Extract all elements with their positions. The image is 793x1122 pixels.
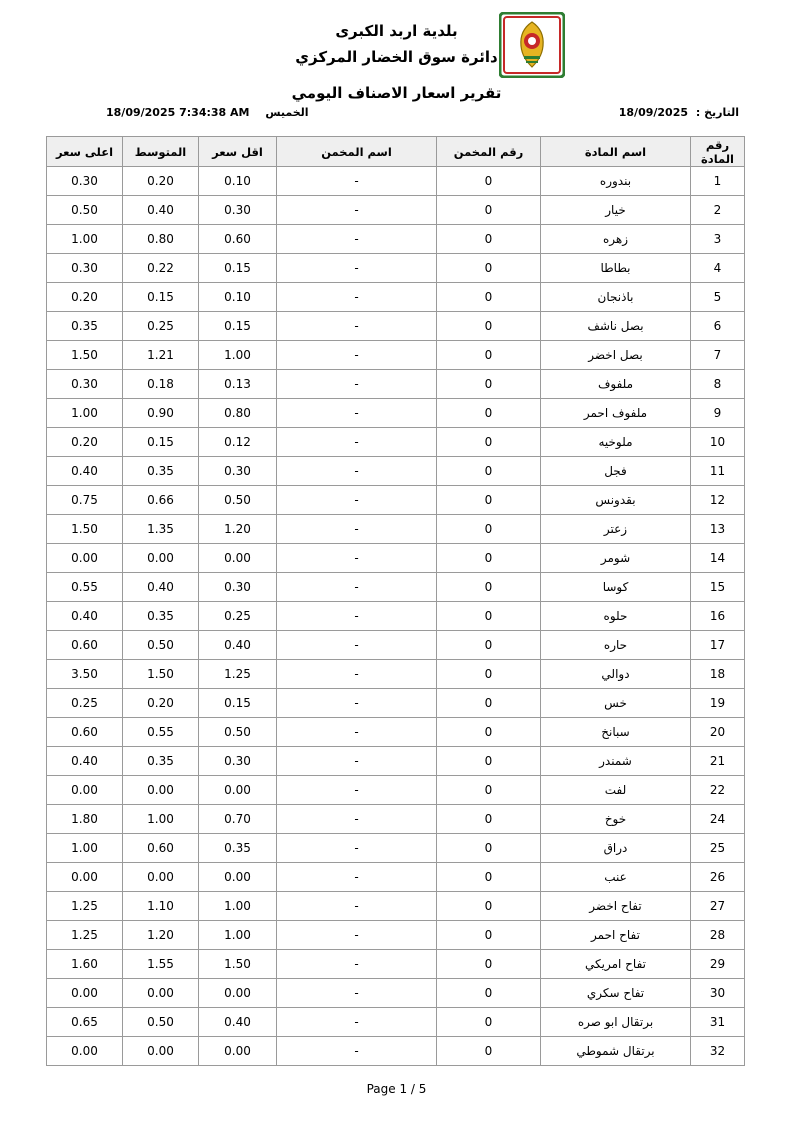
cell-assessor-number: 0 xyxy=(437,631,541,660)
cell-max-price: 0.30 xyxy=(47,167,123,196)
cell-avg-price: 0.40 xyxy=(123,573,199,602)
cell-item-name: حلوه xyxy=(541,602,691,631)
cell-assessor-name: - xyxy=(277,631,437,660)
document-header xyxy=(48,10,745,102)
cell-assessor-name: - xyxy=(277,341,437,370)
cell-assessor-number: 0 xyxy=(437,921,541,950)
cell-assessor-name: - xyxy=(277,602,437,631)
cell-item-name: خس xyxy=(541,689,691,718)
department-name: دائرة سوق الخضار المركزي xyxy=(295,48,498,66)
cell-item-number: 15 xyxy=(691,573,745,602)
cell-assessor-name: - xyxy=(277,950,437,979)
cell-avg-price: 1.55 xyxy=(123,950,199,979)
cell-item-number: 6 xyxy=(691,312,745,341)
cell-item-name: خيار xyxy=(541,196,691,225)
cell-avg-price: 0.18 xyxy=(123,370,199,399)
cell-assessor-number: 0 xyxy=(437,863,541,892)
cell-assessor-number: 0 xyxy=(437,341,541,370)
table-row xyxy=(47,312,745,341)
cell-avg-price: 0.00 xyxy=(123,863,199,892)
cell-max-price: 1.00 xyxy=(47,225,123,254)
cell-assessor-name: - xyxy=(277,747,437,776)
cell-avg-price: 0.35 xyxy=(123,602,199,631)
table-row xyxy=(47,370,745,399)
cell-avg-price: 1.20 xyxy=(123,921,199,950)
table-row xyxy=(47,718,745,747)
table-row xyxy=(47,689,745,718)
table-row xyxy=(47,805,745,834)
cell-min-price: 0.00 xyxy=(199,544,277,573)
cell-item-number: 26 xyxy=(691,863,745,892)
cell-min-price: 0.40 xyxy=(199,1008,277,1037)
cell-item-name: فجل xyxy=(541,457,691,486)
cell-max-price: 0.00 xyxy=(47,1037,123,1066)
cell-max-price: 1.50 xyxy=(47,515,123,544)
cell-item-number: 22 xyxy=(691,776,745,805)
cell-item-number: 4 xyxy=(691,254,745,283)
cell-item-name: برتقال شموطي xyxy=(541,1037,691,1066)
cell-min-price: 1.20 xyxy=(199,515,277,544)
cell-max-price: 0.20 xyxy=(47,428,123,457)
cell-min-price: 0.30 xyxy=(199,457,277,486)
cell-min-price: 0.13 xyxy=(199,370,277,399)
cell-item-number: 16 xyxy=(691,602,745,631)
cell-item-number: 7 xyxy=(691,341,745,370)
cell-avg-price: 0.55 xyxy=(123,718,199,747)
cell-min-price: 0.30 xyxy=(199,747,277,776)
cell-item-name: بقدونس xyxy=(541,486,691,515)
cell-assessor-number: 0 xyxy=(437,225,541,254)
cell-assessor-name: - xyxy=(277,399,437,428)
cell-assessor-number: 0 xyxy=(437,544,541,573)
cell-assessor-name: - xyxy=(277,283,437,312)
cell-item-name: برتقال ابو صره xyxy=(541,1008,691,1037)
cell-item-number: 13 xyxy=(691,515,745,544)
cell-item-number: 20 xyxy=(691,718,745,747)
cell-max-price: 0.55 xyxy=(47,573,123,602)
cell-item-name: زعتر xyxy=(541,515,691,544)
cell-item-number: 30 xyxy=(691,979,745,1008)
cell-item-name: سبانخ xyxy=(541,718,691,747)
cell-min-price: 1.50 xyxy=(199,950,277,979)
cell-assessor-number: 0 xyxy=(437,1037,541,1066)
cell-item-name: تفاح سكري xyxy=(541,979,691,1008)
cell-min-price: 0.10 xyxy=(199,167,277,196)
cell-assessor-name: - xyxy=(277,892,437,921)
cell-item-number: 29 xyxy=(691,950,745,979)
cell-assessor-name: - xyxy=(277,254,437,283)
table-row xyxy=(47,341,745,370)
cell-assessor-name: - xyxy=(277,1008,437,1037)
cell-item-name: تفاح امريكي xyxy=(541,950,691,979)
date-label: التاريخ : xyxy=(695,106,739,119)
cell-min-price: 1.00 xyxy=(199,892,277,921)
cell-item-name: كوسا xyxy=(541,573,691,602)
cell-item-number: 25 xyxy=(691,834,745,863)
cell-assessor-name: - xyxy=(277,544,437,573)
table-row xyxy=(47,892,745,921)
cell-avg-price: 0.50 xyxy=(123,1008,199,1037)
cell-max-price: 0.40 xyxy=(47,457,123,486)
cell-assessor-name: - xyxy=(277,718,437,747)
cell-min-price: 0.12 xyxy=(199,428,277,457)
table-row xyxy=(47,573,745,602)
cell-avg-price: 0.90 xyxy=(123,399,199,428)
cell-assessor-number: 0 xyxy=(437,254,541,283)
cell-item-name: دراق xyxy=(541,834,691,863)
table-row xyxy=(47,776,745,805)
cell-item-name: تفاح احمر xyxy=(541,921,691,950)
cell-assessor-name: - xyxy=(277,370,437,399)
cell-max-price: 0.00 xyxy=(47,979,123,1008)
table-row xyxy=(47,950,745,979)
cell-item-number: 24 xyxy=(691,805,745,834)
cell-avg-price: 0.00 xyxy=(123,979,199,1008)
cell-item-number: 11 xyxy=(691,457,745,486)
cell-max-price: 0.30 xyxy=(47,370,123,399)
cell-item-number: 17 xyxy=(691,631,745,660)
table-row xyxy=(47,428,745,457)
cell-avg-price: 0.35 xyxy=(123,747,199,776)
cell-avg-price: 0.20 xyxy=(123,167,199,196)
cell-min-price: 0.00 xyxy=(199,863,277,892)
table-row xyxy=(47,660,745,689)
cell-avg-price: 0.25 xyxy=(123,312,199,341)
cell-min-price: 0.00 xyxy=(199,979,277,1008)
cell-max-price: 1.50 xyxy=(47,341,123,370)
weekday-label: الخميس xyxy=(265,106,309,119)
cell-item-number: 14 xyxy=(691,544,745,573)
cell-item-name: ملوخيه xyxy=(541,428,691,457)
cell-assessor-name: - xyxy=(277,428,437,457)
cell-min-price: 0.35 xyxy=(199,834,277,863)
cell-assessor-number: 0 xyxy=(437,660,541,689)
cell-max-price: 3.50 xyxy=(47,660,123,689)
cell-min-price: 1.00 xyxy=(199,341,277,370)
cell-min-price: 1.25 xyxy=(199,660,277,689)
cell-assessor-number: 0 xyxy=(437,486,541,515)
cell-item-number: 32 xyxy=(691,1037,745,1066)
cell-item-number: 28 xyxy=(691,921,745,950)
table-row xyxy=(47,486,745,515)
col-min-price: اقل سعر xyxy=(199,137,277,167)
cell-min-price: 0.00 xyxy=(199,776,277,805)
table-row xyxy=(47,196,745,225)
cell-assessor-name: - xyxy=(277,776,437,805)
table-row xyxy=(47,283,745,312)
cell-avg-price: 1.00 xyxy=(123,805,199,834)
cell-assessor-number: 0 xyxy=(437,718,541,747)
cell-item-number: 19 xyxy=(691,689,745,718)
table-row xyxy=(47,457,745,486)
cell-assessor-number: 0 xyxy=(437,602,541,631)
cell-item-name: ملفوف xyxy=(541,370,691,399)
cell-min-price: 0.15 xyxy=(199,689,277,718)
cell-assessor-name: - xyxy=(277,486,437,515)
cell-max-price: 0.25 xyxy=(47,689,123,718)
cell-min-price: 1.00 xyxy=(199,921,277,950)
cell-max-price: 0.65 xyxy=(47,1008,123,1037)
cell-item-name: عنب xyxy=(541,863,691,892)
cell-assessor-number: 0 xyxy=(437,892,541,921)
cell-assessor-name: - xyxy=(277,312,437,341)
cell-max-price: 1.60 xyxy=(47,950,123,979)
cell-max-price: 1.25 xyxy=(47,921,123,950)
cell-min-price: 0.00 xyxy=(199,1037,277,1066)
cell-assessor-name: - xyxy=(277,805,437,834)
print-time: 7:34:38 AM xyxy=(179,106,250,119)
table-body xyxy=(47,167,745,1066)
cell-assessor-number: 0 xyxy=(437,689,541,718)
cell-assessor-number: 0 xyxy=(437,834,541,863)
cell-max-price: 0.75 xyxy=(47,486,123,515)
cell-assessor-number: 0 xyxy=(437,573,541,602)
cell-item-number: 18 xyxy=(691,660,745,689)
cell-max-price: 1.80 xyxy=(47,805,123,834)
cell-avg-price: 0.15 xyxy=(123,283,199,312)
cell-min-price: 0.60 xyxy=(199,225,277,254)
report-date-block xyxy=(619,106,739,119)
cell-assessor-number: 0 xyxy=(437,805,541,834)
table-row xyxy=(47,399,745,428)
cell-max-price: 0.40 xyxy=(47,602,123,631)
cell-avg-price: 0.60 xyxy=(123,834,199,863)
table-row xyxy=(47,979,745,1008)
cell-item-number: 31 xyxy=(691,1008,745,1037)
cell-assessor-name: - xyxy=(277,979,437,1008)
table-row xyxy=(47,921,745,950)
municipality-emblem-icon xyxy=(499,12,565,78)
cell-max-price: 1.00 xyxy=(47,399,123,428)
organization-name: بلدية اربد الكبرى xyxy=(335,22,458,40)
cell-max-price: 0.20 xyxy=(47,283,123,312)
cell-assessor-number: 0 xyxy=(437,399,541,428)
table-row xyxy=(47,602,745,631)
cell-max-price: 1.00 xyxy=(47,834,123,863)
cell-item-number: 3 xyxy=(691,225,745,254)
cell-avg-price: 1.35 xyxy=(123,515,199,544)
cell-item-name: بطاطا xyxy=(541,254,691,283)
cell-min-price: 0.70 xyxy=(199,805,277,834)
cell-item-name: بصل ناشف xyxy=(541,312,691,341)
print-date: 18/09/2025 xyxy=(106,106,176,119)
cell-min-price: 0.80 xyxy=(199,399,277,428)
col-max-price: اعلى سعر xyxy=(47,137,123,167)
cell-assessor-name: - xyxy=(277,1037,437,1066)
col-assessor-number: رقم المخمن xyxy=(437,137,541,167)
cell-item-number: 27 xyxy=(691,892,745,921)
cell-max-price: 0.30 xyxy=(47,254,123,283)
table-row xyxy=(47,631,745,660)
cell-max-price: 0.00 xyxy=(47,863,123,892)
cell-assessor-name: - xyxy=(277,660,437,689)
table-row xyxy=(47,254,745,283)
date-value: 18/09/2025 xyxy=(618,106,689,119)
table-row xyxy=(47,834,745,863)
prices-table xyxy=(46,136,745,1066)
cell-min-price: 0.40 xyxy=(199,631,277,660)
cell-min-price: 0.50 xyxy=(199,718,277,747)
cell-assessor-number: 0 xyxy=(437,1008,541,1037)
cell-avg-price: 0.15 xyxy=(123,428,199,457)
table-row xyxy=(47,1037,745,1066)
cell-item-number: 5 xyxy=(691,283,745,312)
cell-avg-price: 0.22 xyxy=(123,254,199,283)
cell-assessor-name: - xyxy=(277,689,437,718)
table-row xyxy=(47,1008,745,1037)
cell-max-price: 0.50 xyxy=(47,196,123,225)
cell-item-name: شومر xyxy=(541,544,691,573)
cell-min-price: 0.15 xyxy=(199,312,277,341)
cell-min-price: 0.30 xyxy=(199,196,277,225)
cell-item-name: بصل اخضر xyxy=(541,341,691,370)
cell-max-price: 0.40 xyxy=(47,747,123,776)
cell-item-number: 8 xyxy=(691,370,745,399)
cell-assessor-name: - xyxy=(277,573,437,602)
cell-item-number: 12 xyxy=(691,486,745,515)
cell-assessor-number: 0 xyxy=(437,312,541,341)
cell-assessor-number: 0 xyxy=(437,370,541,399)
cell-assessor-name: - xyxy=(277,457,437,486)
cell-max-price: 0.00 xyxy=(47,544,123,573)
cell-assessor-number: 0 xyxy=(437,776,541,805)
cell-max-price: 1.25 xyxy=(47,892,123,921)
cell-avg-price: 1.21 xyxy=(123,341,199,370)
cell-item-name: بندوره xyxy=(541,167,691,196)
cell-item-name: زهره xyxy=(541,225,691,254)
cell-avg-price: 0.20 xyxy=(123,689,199,718)
cell-assessor-number: 0 xyxy=(437,950,541,979)
cell-assessor-name: - xyxy=(277,167,437,196)
cell-min-price: 0.15 xyxy=(199,254,277,283)
page-title: تقرير اسعار الاصناف اليومي xyxy=(291,84,502,102)
page-footer: Page 1 / 5 xyxy=(366,1082,427,1096)
table-header-row xyxy=(47,137,745,167)
col-item-number: رقم المادة xyxy=(691,137,745,167)
print-stamp-block xyxy=(106,106,309,119)
cell-item-name: تفاح اخضر xyxy=(541,892,691,921)
cell-avg-price: 0.00 xyxy=(123,544,199,573)
table-row xyxy=(47,747,745,776)
cell-item-number: 2 xyxy=(691,196,745,225)
cell-avg-price: 1.10 xyxy=(123,892,199,921)
meta-row xyxy=(48,100,745,130)
cell-avg-price: 0.00 xyxy=(123,776,199,805)
cell-min-price: 0.50 xyxy=(199,486,277,515)
cell-avg-price: 0.00 xyxy=(123,1037,199,1066)
cell-max-price: 0.60 xyxy=(47,631,123,660)
cell-item-name: لفت xyxy=(541,776,691,805)
col-assessor-name: اسم المخمن xyxy=(277,137,437,167)
cell-item-number: 1 xyxy=(691,167,745,196)
table-row xyxy=(47,863,745,892)
cell-assessor-name: - xyxy=(277,834,437,863)
cell-avg-price: 0.40 xyxy=(123,196,199,225)
cell-assessor-name: - xyxy=(277,225,437,254)
table-row xyxy=(47,167,745,196)
table-row xyxy=(47,544,745,573)
cell-assessor-number: 0 xyxy=(437,167,541,196)
cell-assessor-number: 0 xyxy=(437,747,541,776)
col-avg-price: المتوسط xyxy=(123,137,199,167)
cell-max-price: 0.60 xyxy=(47,718,123,747)
col-item-name: اسم المادة xyxy=(541,137,691,167)
cell-avg-price: 0.50 xyxy=(123,631,199,660)
cell-assessor-number: 0 xyxy=(437,196,541,225)
cell-min-price: 0.30 xyxy=(199,573,277,602)
cell-item-name: خوخ xyxy=(541,805,691,834)
cell-max-price: 0.35 xyxy=(47,312,123,341)
cell-avg-price: 1.50 xyxy=(123,660,199,689)
cell-assessor-name: - xyxy=(277,515,437,544)
cell-avg-price: 0.66 xyxy=(123,486,199,515)
cell-item-name: دوالي xyxy=(541,660,691,689)
cell-item-name: ملفوف احمر xyxy=(541,399,691,428)
table-row xyxy=(47,515,745,544)
cell-assessor-number: 0 xyxy=(437,515,541,544)
cell-max-price: 0.00 xyxy=(47,776,123,805)
cell-assessor-number: 0 xyxy=(437,283,541,312)
cell-assessor-name: - xyxy=(277,863,437,892)
cell-assessor-number: 0 xyxy=(437,979,541,1008)
cell-min-price: 0.10 xyxy=(199,283,277,312)
cell-item-name: شمندر xyxy=(541,747,691,776)
cell-item-name: باذنجان xyxy=(541,283,691,312)
cell-item-number: 21 xyxy=(691,747,745,776)
cell-assessor-name: - xyxy=(277,921,437,950)
cell-item-number: 9 xyxy=(691,399,745,428)
table-row xyxy=(47,225,745,254)
cell-assessor-name: - xyxy=(277,196,437,225)
header-titles xyxy=(48,10,745,70)
cell-item-number: 10 xyxy=(691,428,745,457)
cell-min-price: 0.25 xyxy=(199,602,277,631)
cell-assessor-number: 0 xyxy=(437,457,541,486)
cell-item-name: حاره xyxy=(541,631,691,660)
cell-avg-price: 0.35 xyxy=(123,457,199,486)
cell-assessor-number: 0 xyxy=(437,428,541,457)
cell-avg-price: 0.80 xyxy=(123,225,199,254)
